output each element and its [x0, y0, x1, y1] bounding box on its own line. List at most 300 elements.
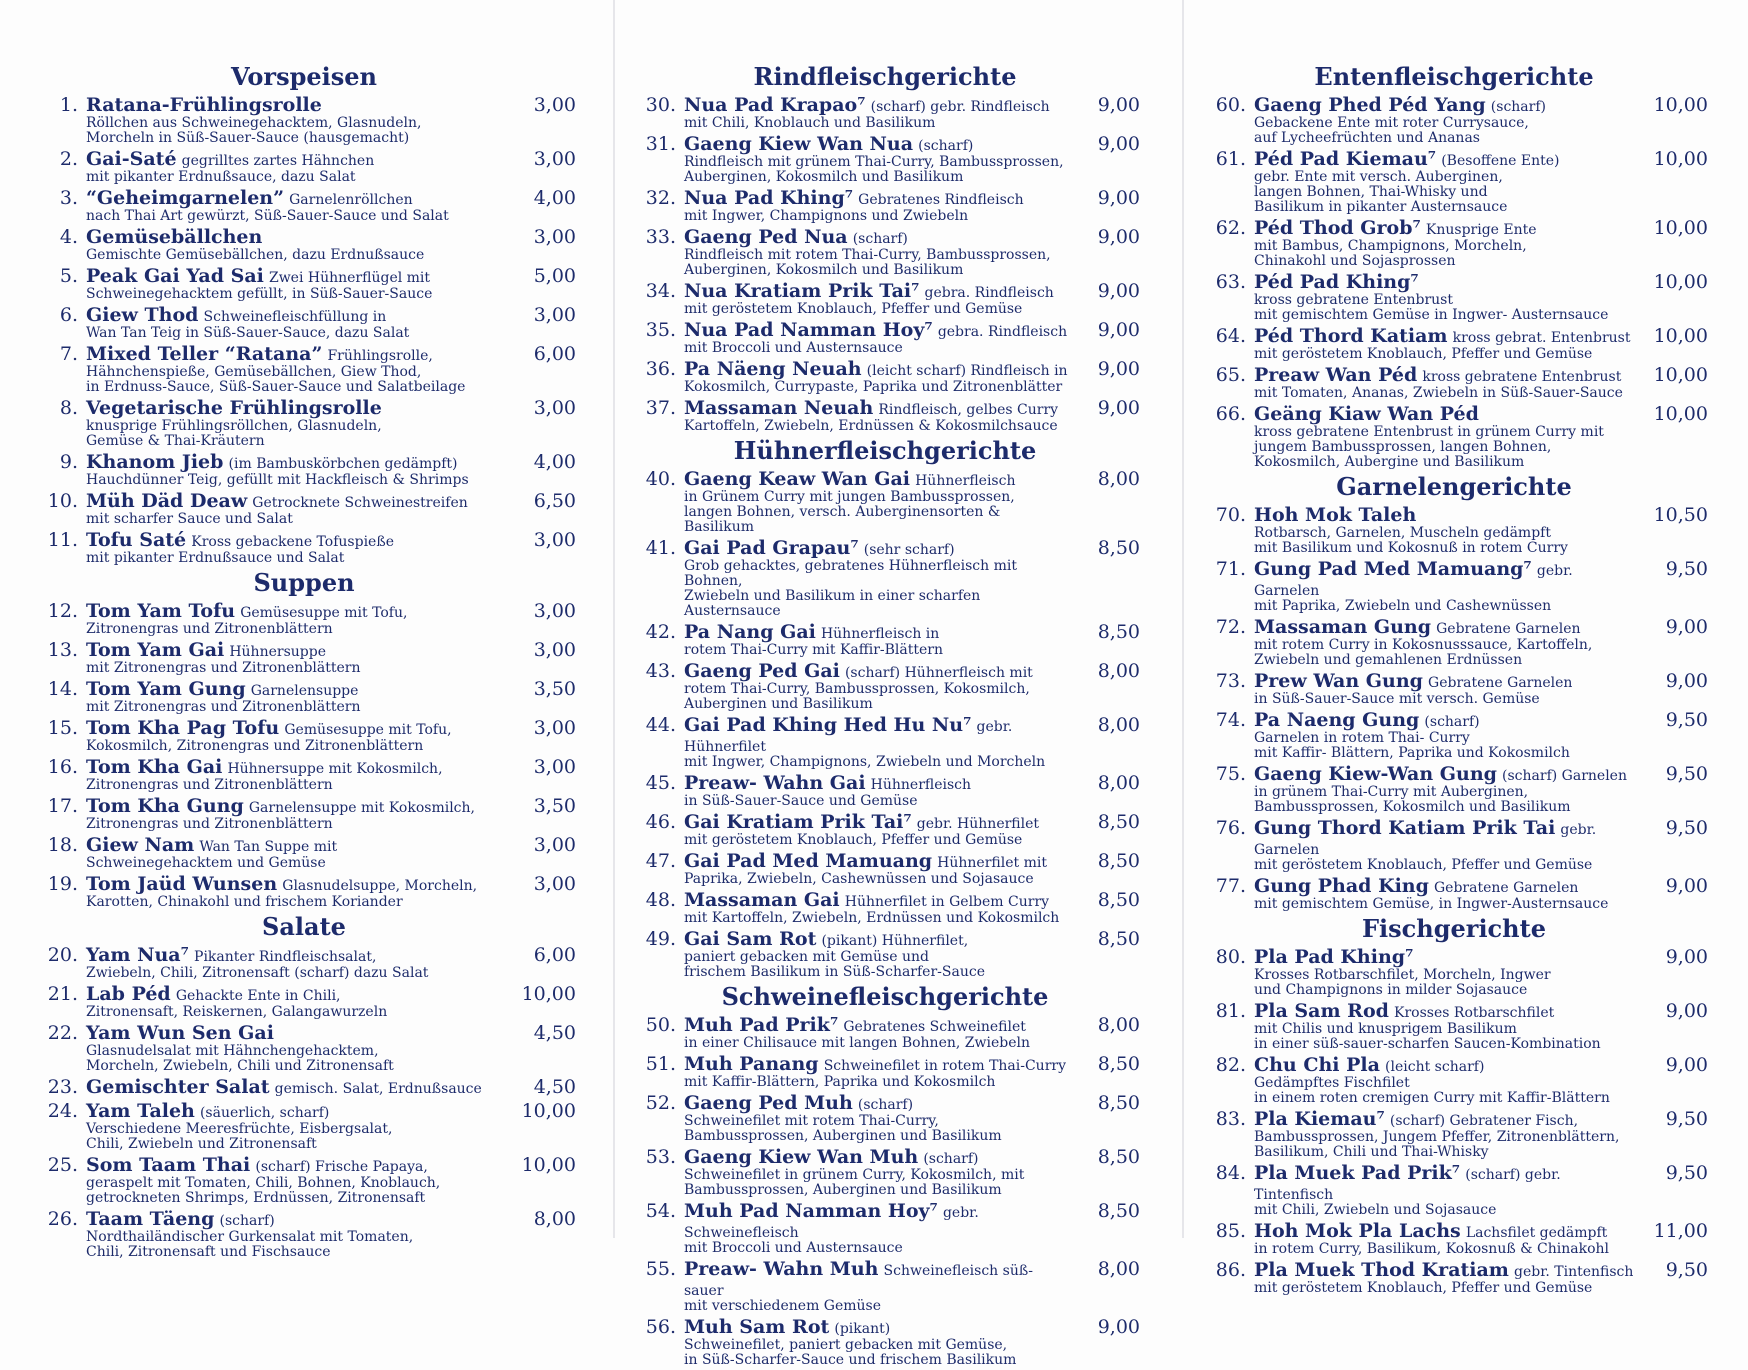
- item-short-description: (scharf): [857, 1097, 914, 1113]
- item-number: 10.: [47, 490, 78, 512]
- item-price: 9,00: [1097, 319, 1140, 341]
- item-description: in Süß-Sauer-Sauce und Gemüse: [684, 793, 918, 809]
- item-number: 73.: [1215, 670, 1246, 692]
- item-price: 10,00: [1653, 364, 1708, 386]
- item-price: 8,00: [1097, 660, 1140, 682]
- item-name: Massaman Neuah: [684, 397, 874, 419]
- item-description: Schweinefilet in grünem Curry, Kokosmilch, mit Bambussprossen, Auberginen und Basilikum: [684, 1167, 1025, 1198]
- menu-item: [32, 1155, 576, 1206]
- item-name-line: [86, 718, 506, 739]
- item-price: 9,00: [1097, 397, 1140, 419]
- item-name: Yam Taleh: [86, 1100, 195, 1122]
- item-name: Pa Naeng Gung: [1254, 709, 1420, 731]
- item-price: 10,00: [521, 1154, 576, 1176]
- item-name-line: [86, 796, 506, 817]
- item-price: 9,00: [1097, 94, 1140, 116]
- item-name: Pla Pad Khing⁷: [1254, 946, 1414, 968]
- item-description: mit Ingwer, Champignons, Zwiebeln und Morcheln: [684, 754, 1046, 770]
- item-name-line: [684, 715, 1070, 755]
- item-name: Hoh Mok Taleh: [1254, 504, 1417, 526]
- item-name-line: [684, 1054, 1070, 1075]
- item-name: Muh Pad Namman Hoy⁷: [684, 1200, 938, 1222]
- item-name-line: [684, 134, 1070, 155]
- item-short-description: (leicht scharf) Rindfleisch in: [866, 363, 1068, 379]
- item-number: 11.: [47, 529, 78, 551]
- item-name: Yam Wun Sen Gai: [86, 1022, 274, 1044]
- item-name: Giew Thod: [86, 304, 199, 326]
- item-description: mit Kaffir-Blättern, Paprika und Kokosmilch: [684, 1074, 996, 1090]
- item-name: Peak Gai Yad Sai: [86, 265, 264, 287]
- item-short-description: Hühnersuppe: [229, 644, 326, 660]
- item-price: 8,50: [1097, 928, 1140, 950]
- item-price: 3,00: [533, 304, 576, 326]
- item-description: rotem Thai-Curry mit Kaffir-Blättern: [684, 642, 943, 658]
- item-number: 85.: [1215, 1220, 1246, 1242]
- menu-item: [1200, 1260, 1708, 1296]
- item-price: 9,50: [1665, 1108, 1708, 1130]
- menu-item: [32, 601, 576, 637]
- item-description: geraspelt mit Tomaten, Chili, Bohnen, Knoblauch, getrockneten Shrimps, Erdnüssen, Zitronensaft: [86, 1175, 441, 1206]
- menu-item: [32, 266, 576, 302]
- item-name-line: [86, 1155, 506, 1176]
- menu-item: [1200, 149, 1708, 215]
- item-name: Tom Yam Gai: [86, 639, 225, 661]
- item-name-line: [1254, 818, 1638, 858]
- item-number: 77.: [1215, 875, 1246, 897]
- item-number: 6.: [59, 304, 78, 326]
- item-name: Muh Sam Rot: [684, 1316, 830, 1338]
- item-price: 9,50: [1665, 1259, 1708, 1281]
- menu-item: [630, 812, 1140, 848]
- item-number: 46.: [645, 811, 676, 833]
- item-name: Nua Kratiam Prik Tai⁷: [684, 280, 920, 302]
- item-number: 47.: [645, 850, 676, 872]
- item-number: 53.: [645, 1146, 676, 1168]
- item-price: 9,00: [1097, 187, 1140, 209]
- item-number: 35.: [645, 319, 676, 341]
- menu-item: [32, 452, 576, 488]
- item-name: Tom Jaüd Wunsen: [86, 873, 278, 895]
- item-name: Gaeng Phed Péd Yang: [1254, 94, 1486, 116]
- item-number: 83.: [1215, 1108, 1246, 1130]
- item-description: rotem Thai-Curry, Bambussprossen, Kokosmilch, Auberginen und Basilikum: [684, 681, 1030, 712]
- menu-item: [1200, 1055, 1708, 1106]
- menu-column-right: [1200, 62, 1708, 1298]
- item-name-line: [684, 538, 1070, 559]
- item-short-description: Hühnerfleisch: [915, 473, 1016, 489]
- item-name-line: [86, 491, 506, 512]
- item-short-description: Knusprige Ente: [1425, 222, 1537, 238]
- item-number: 86.: [1215, 1259, 1246, 1281]
- menu-item: [1200, 1163, 1708, 1218]
- item-name: Gai Pad Khing Hed Hu Nu⁷: [684, 714, 972, 736]
- menu-item: [630, 1015, 1140, 1051]
- item-price: 8,00: [1097, 1014, 1140, 1036]
- item-name: Gai Pad Grapau⁷: [684, 537, 859, 559]
- item-description: Kokosmilch, Zitronengras und Zitronenblättern: [86, 738, 424, 754]
- item-description: in rotem Curry, Basilikum, Kokosnuß & Chinakohl: [1254, 1241, 1610, 1257]
- item-name: Pa Nang Gai: [684, 621, 816, 643]
- item-short-description: Hühnersuppe mit Kokosmilch,: [227, 761, 443, 777]
- item-description: nach Thai Art gewürzt, Süß-Sauer-Sauce und Salat: [86, 208, 449, 224]
- item-short-description: (scharf) Gebratener Fisch,: [1389, 1113, 1579, 1129]
- item-number: 66.: [1215, 403, 1246, 425]
- section-title: Entenfleischgerichte: [1314, 62, 1594, 91]
- item-number: 16.: [47, 756, 78, 778]
- item-name-line: [86, 452, 506, 473]
- item-number: 84.: [1215, 1162, 1246, 1184]
- item-description: Krosses Rotbarschfilet, Morcheln, Ingwer und Champignons in milder Sojasauce: [1254, 967, 1551, 998]
- menu-item: [630, 851, 1140, 887]
- item-name-line: [86, 874, 506, 895]
- item-short-description: Kross gebackene Tofuspieße: [191, 534, 394, 550]
- item-description: mit Ingwer, Champignons und Zwiebeln: [684, 208, 969, 224]
- item-price: 8,00: [1097, 772, 1140, 794]
- item-price: 6,50: [533, 490, 576, 512]
- item-name: Tofu Saté: [86, 529, 187, 551]
- section-title: Garnelengerichte: [1336, 472, 1572, 501]
- item-description: Wan Tan Teig in Süß-Sauer-Sauce, dazu Salat: [86, 325, 410, 341]
- item-short-description: (im Bambuskörbchen gedämpft): [228, 456, 458, 472]
- menu-item: [1200, 764, 1708, 815]
- item-price: 4,50: [533, 1076, 576, 1098]
- item-name: Gaeng Ped Nua: [684, 226, 848, 248]
- item-number: 21.: [47, 983, 78, 1005]
- item-price: 8,00: [1097, 1258, 1140, 1280]
- item-short-description: Garnelensuppe mit Kokosmilch,: [248, 800, 475, 816]
- menu-item: [32, 1209, 576, 1260]
- item-number: 70.: [1215, 504, 1246, 526]
- item-price: 9,00: [1097, 226, 1140, 248]
- item-name-line: [86, 95, 506, 116]
- item-name: Pla Kiemau⁷: [1254, 1108, 1385, 1130]
- item-name: “Geheimgarnelen”: [86, 187, 285, 209]
- item-name-line: [86, 1023, 506, 1044]
- item-name: Preaw- Wahn Muh: [684, 1258, 879, 1280]
- item-price: 8,50: [1097, 537, 1140, 559]
- item-number: 63.: [1215, 271, 1246, 293]
- section-title: Schweinefleischgerichte: [721, 982, 1049, 1011]
- item-description: mit Kartoffeln, Zwiebeln, Erdnüssen und Kokosmilch: [684, 910, 1060, 926]
- item-name: Taam Täeng: [86, 1208, 215, 1230]
- item-description: mit pikanter Erdnußsauce und Salat: [86, 550, 345, 566]
- menu-item: [630, 134, 1140, 185]
- item-price: 10,00: [1653, 271, 1708, 293]
- menu-item: [630, 188, 1140, 224]
- menu-item: [1200, 818, 1708, 873]
- item-number: 45.: [645, 772, 676, 794]
- item-name: Massaman Gung: [1254, 616, 1432, 638]
- menu-item: [32, 491, 576, 527]
- item-short-description: gebra. Rindfleisch: [937, 324, 1068, 340]
- item-name: Massaman Gai: [684, 889, 840, 911]
- item-short-description: Getrocknete Schweinestreifen: [252, 495, 468, 511]
- section-title: Rindfleischgerichte: [753, 62, 1017, 91]
- item-name-line: [684, 851, 1070, 872]
- item-name: Muh Pad Prik⁷: [684, 1014, 839, 1036]
- item-name: Pla Sam Rod: [1254, 1000, 1389, 1022]
- item-description: mit geröstetem Knoblauch, Pfeffer und Gemüse: [1254, 1280, 1593, 1296]
- item-short-description: Hühnerfleisch: [870, 777, 972, 793]
- item-price: 4,00: [533, 451, 576, 473]
- item-short-description: (scharf) gebr. Rindfleisch: [870, 99, 1050, 115]
- item-name: Preaw Wan Péd: [1254, 364, 1418, 386]
- item-description: Kokosmilch, Currypaste, Paprika und Zitronenblätter: [684, 379, 1063, 395]
- item-name-line: [684, 661, 1070, 682]
- item-price: 9,00: [1665, 1000, 1708, 1022]
- item-description: Schweinegehacktem und Gemüse: [86, 855, 326, 871]
- item-description: Hauchdünner Teig, gefüllt mit Hackfleisch & Shrimps: [86, 472, 469, 488]
- item-short-description: gebr. Schweinefleisch: [684, 1205, 979, 1241]
- item-number: 81.: [1215, 1000, 1246, 1022]
- menu-item: [32, 1077, 576, 1098]
- item-description: kross gebratene Entenbrust mit gemischtem Gemüse in Ingwer- Austernsauce: [1254, 292, 1609, 323]
- item-price: 3,00: [533, 600, 576, 622]
- menu-item: [1200, 559, 1708, 614]
- item-name: Péd Pad Kiemau⁷: [1254, 148, 1437, 170]
- item-name: Gai-Saté: [86, 148, 177, 170]
- menu-item: [1200, 365, 1708, 401]
- item-description: mit Zitronengras und Zitronenblättern: [86, 660, 361, 676]
- item-short-description: (leicht scharf): [1385, 1059, 1485, 1075]
- item-name-line: [1254, 326, 1638, 347]
- menu-item: [32, 640, 576, 676]
- menu-item: [32, 188, 576, 224]
- item-short-description: (scharf): [219, 1213, 275, 1229]
- menu-item: [32, 874, 576, 910]
- item-number: 36.: [645, 358, 676, 380]
- item-name: Nua Pad Namman Hoy⁷: [684, 319, 933, 341]
- menu-item: [1200, 326, 1708, 362]
- item-short-description: kross gebrat. Entenbrust: [1452, 330, 1631, 346]
- menu-item: [630, 661, 1140, 712]
- menu-item: [630, 1201, 1140, 1256]
- item-short-description: (scharf): [852, 231, 908, 247]
- item-short-description: gebr. Garnelen: [1254, 563, 1573, 599]
- page-fold-left: [613, 0, 615, 1238]
- item-name-line: [684, 398, 1070, 419]
- item-number: 9.: [59, 451, 78, 473]
- item-name-line: [684, 227, 1070, 248]
- item-name: Gaeng Kiew Wan Nua: [684, 133, 914, 155]
- item-name: Tom Yam Gung: [86, 678, 246, 700]
- item-number: 74.: [1215, 709, 1246, 731]
- menu-column-middle: [630, 62, 1140, 1370]
- item-name-line: [86, 679, 506, 700]
- item-number: 13.: [47, 639, 78, 661]
- item-name: Prew Wan Gung: [1254, 670, 1423, 692]
- item-name-line: [86, 149, 506, 170]
- item-name: Nua Pad Krapao⁷: [684, 94, 866, 116]
- item-description: in einer Chilisauce mit langen Bohnen, Zwiebeln: [684, 1035, 1030, 1051]
- menu-item: [1200, 947, 1708, 998]
- item-name: Péd Thod Grob⁷: [1254, 217, 1421, 239]
- item-description: mit Broccoli und Austernsauce: [684, 1240, 903, 1256]
- item-short-description: Hühnerfleisch in: [820, 626, 940, 642]
- menu-item: [630, 1259, 1140, 1314]
- item-price: 3,50: [533, 678, 576, 700]
- menu-item: [32, 95, 576, 146]
- item-name: Gaeng Ped Gai: [684, 660, 840, 682]
- item-name: Geäng Kiaw Wan Péd: [1254, 403, 1479, 425]
- item-price: 9,00: [1097, 133, 1140, 155]
- item-description: Gemischte Gemüsebällchen, dazu Erdnußsauce: [86, 247, 425, 263]
- item-price: 8,50: [1097, 1092, 1140, 1114]
- item-name-line: [684, 773, 1070, 794]
- item-number: 61.: [1215, 148, 1246, 170]
- item-number: 12.: [47, 600, 78, 622]
- menu-item: [1200, 218, 1708, 269]
- item-name-line: [1254, 272, 1638, 293]
- item-number: 4.: [59, 226, 78, 248]
- item-short-description: Garnelensuppe: [250, 683, 359, 699]
- item-name-line: [86, 945, 506, 966]
- item-short-description: Wan Tan Suppe mit: [199, 839, 338, 855]
- item-short-description: Gebratene Garnelen: [1434, 880, 1579, 896]
- item-short-description: (sehr scharf): [863, 542, 955, 558]
- item-short-description: gemisch. Salat, Erdnußsauce: [274, 1081, 482, 1097]
- item-name: Tom Kha Gung: [86, 795, 244, 817]
- item-name-line: [684, 1015, 1070, 1036]
- item-short-description: (scharf) Hühnerfleisch mit: [844, 665, 1033, 681]
- item-short-description: Gebratene Garnelen: [1436, 621, 1581, 637]
- item-description: mit geröstetem Knoblauch, Pfeffer und Gemüse: [1254, 857, 1593, 873]
- item-price: 8,50: [1097, 850, 1140, 872]
- item-short-description: (pikant): [834, 1321, 891, 1337]
- item-number: 20.: [47, 944, 78, 966]
- item-name-line: [1254, 218, 1638, 239]
- item-number: 33.: [645, 226, 676, 248]
- item-description: mit geröstetem Knoblauch, Pfeffer und Gemüse: [1254, 346, 1593, 362]
- item-description: mit Paprika, Zwiebeln und Cashewnüssen: [1254, 598, 1552, 614]
- item-name-line: [86, 398, 506, 419]
- item-number: 49.: [645, 928, 676, 950]
- item-number: 14.: [47, 678, 78, 700]
- item-short-description: Zwei Hühnerflügel mit: [268, 270, 431, 286]
- item-short-description: Gebratene Garnelen: [1428, 675, 1573, 691]
- item-name-line: [684, 320, 1070, 341]
- item-short-description: (pikant) Hühnerfilet,: [821, 933, 969, 949]
- item-number: 25.: [47, 1154, 78, 1176]
- item-number: 5.: [59, 265, 78, 287]
- item-price: 9,00: [1665, 946, 1708, 968]
- item-name: Pa Näeng Neuah: [684, 358, 862, 380]
- item-number: 18.: [47, 834, 78, 856]
- item-name-line: [684, 1147, 1070, 1168]
- item-description: mit Zitronengras und Zitronenblättern: [86, 699, 361, 715]
- item-description: Karotten, Chinakohl und frischem Koriander: [86, 894, 403, 910]
- item-name: Tom Kha Gai: [86, 756, 223, 778]
- item-short-description: gegrilltes zartes Hähnchen: [181, 153, 375, 169]
- item-name-line: [86, 984, 506, 1005]
- item-price: 9,00: [1665, 670, 1708, 692]
- item-name-line: [86, 305, 506, 326]
- item-name: Gemüsebällchen: [86, 226, 263, 248]
- item-price: 8,00: [533, 1208, 576, 1230]
- item-price: 3,00: [533, 397, 576, 419]
- menu-item: [32, 227, 576, 263]
- item-description: mit Tomaten, Ananas, Zwiebeln in Süß-Sauer-Sauce: [1254, 385, 1623, 401]
- item-price: 4,00: [533, 187, 576, 209]
- item-short-description: Rindfleisch, gelbes Curry: [878, 402, 1059, 418]
- menu-item: [630, 538, 1140, 619]
- item-number: 54.: [645, 1200, 676, 1222]
- item-name: Ratana-Frühlingsrolle: [86, 94, 322, 116]
- item-name-line: [684, 95, 1070, 116]
- item-name: Müh Däd Deaw: [86, 490, 248, 512]
- item-description: mit gemischtem Gemüse, in Ingwer-Austernsauce: [1254, 896, 1609, 912]
- item-name-line: [684, 359, 1070, 380]
- item-short-description: gebr. Hühnerfilet: [916, 816, 1040, 832]
- item-name: Pla Muek Pad Prik⁷: [1254, 1162, 1461, 1184]
- item-short-description: Pikanter Rindfleischsalat,: [194, 949, 377, 965]
- item-number: 34.: [645, 280, 676, 302]
- menu-item: [32, 305, 576, 341]
- item-price: 8,50: [1097, 1146, 1140, 1168]
- item-number: 2.: [59, 148, 78, 170]
- item-name: Chu Chi Pla: [1254, 1054, 1380, 1076]
- item-number: 31.: [645, 133, 676, 155]
- item-description: Verschiedene Meeresfrüchte, Eisbergsalat, Chili, Zwiebeln und Zitronensaft: [86, 1121, 393, 1152]
- item-name: Gai Kratiam Prik Tai⁷: [684, 811, 912, 833]
- menu-item: [32, 398, 576, 449]
- page-fold-right: [1182, 0, 1184, 1238]
- item-price: 3,00: [533, 756, 576, 778]
- item-short-description: (Besoffene Ente): [1441, 153, 1560, 169]
- item-number: 43.: [645, 660, 676, 682]
- item-price: 3,00: [533, 529, 576, 551]
- item-description: Nordthailändischer Gurkensalat mit Tomaten, Chili, Zitronensaft und Fischsauce: [86, 1229, 414, 1260]
- item-number: 23.: [47, 1076, 78, 1098]
- item-short-description: (scharf): [923, 1151, 979, 1167]
- item-name-line: [684, 929, 1070, 950]
- item-name: Péd Thord Katiam: [1254, 325, 1448, 347]
- item-description: mit verschiedenem Gemüse: [684, 1298, 882, 1314]
- item-name-line: [1254, 365, 1638, 386]
- item-name-line: [86, 1077, 506, 1098]
- menu-item: [630, 281, 1140, 317]
- item-number: 40.: [645, 468, 676, 490]
- item-name: Gung Pad Med Mamuang⁷: [1254, 558, 1532, 580]
- item-name: Gaeng Kiew Wan Muh: [684, 1146, 919, 1168]
- menu-item: [630, 929, 1140, 980]
- item-name-line: [1254, 1001, 1638, 1022]
- item-description: mit geröstetem Knoblauch, Pfeffer und Gemüse: [684, 832, 1023, 848]
- item-description: paniert gebacken mit Gemüse und frischem Basilikum in Süß-Scharfer-Sauce: [684, 949, 985, 980]
- item-description: gebr. Ente mit versch. Auberginen, langen Bohnen, Thai-Whisky und Basilikum in pikanter Austernsauce: [1254, 169, 1508, 215]
- menu-item: [630, 1317, 1140, 1368]
- menu-item: [630, 469, 1140, 535]
- item-price: 10,00: [1653, 325, 1708, 347]
- item-description: mit Broccoli und Austernsauce: [684, 340, 903, 356]
- item-price: 3,50: [533, 795, 576, 817]
- item-name-line: [1254, 149, 1638, 170]
- item-name-line: [1254, 876, 1638, 897]
- item-number: 3.: [59, 187, 78, 209]
- item-name: Yam Nua⁷: [86, 944, 189, 966]
- menu-item: [1200, 404, 1708, 470]
- item-description: Rotbarsch, Garnelen, Muscheln gedämpft mit Basilikum und Kokosnuß in rotem Curry: [1254, 525, 1568, 556]
- menu-column-left: [32, 62, 576, 1262]
- menu-item: [1200, 710, 1708, 761]
- menu-item: [1200, 505, 1708, 556]
- item-number: 42.: [645, 621, 676, 643]
- item-name-line: [1254, 505, 1638, 526]
- item-short-description: (scharf) Garnelen: [1502, 768, 1627, 784]
- item-name-line: [86, 188, 506, 209]
- item-price: 3,00: [533, 873, 576, 895]
- item-name: Gemischter Salat: [86, 1076, 270, 1098]
